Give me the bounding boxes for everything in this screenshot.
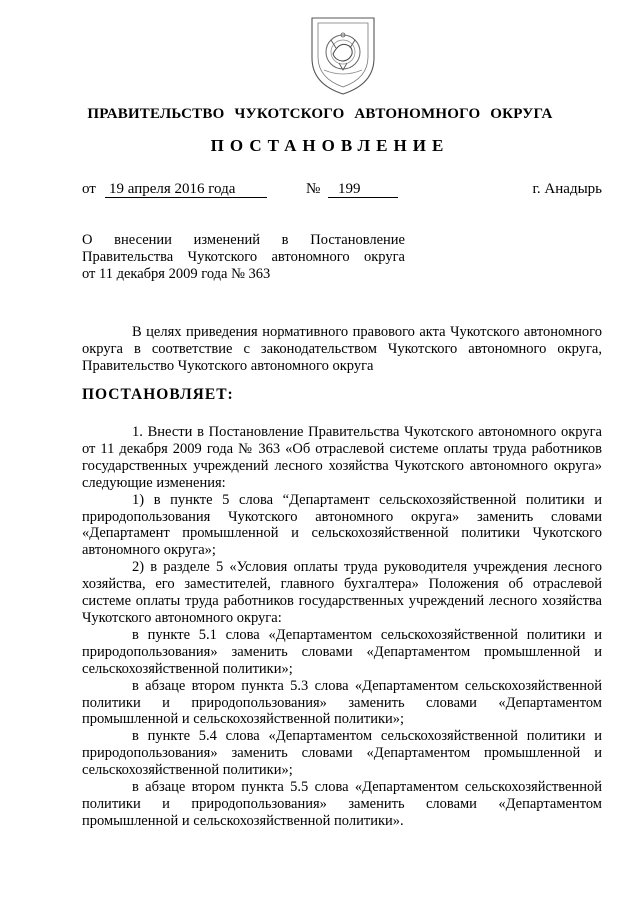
document-body xyxy=(82,424,602,830)
number-sign: № xyxy=(306,181,321,197)
preamble-content: В целях приведения нормативного правового акта Чукотского автономного округа в соответствие с законодательством Чукотского автономного округа, Правительство Чукотского автономного округа xyxy=(82,324,602,374)
body-paragraph: в абзаце втором пункта 5.5 слова «Департаментом сельскохозяйственной политики и природопользования» заменить словами «Департаментом промышленной и сельскохозяйственной политики». xyxy=(82,779,602,829)
date-number-line xyxy=(82,181,602,201)
resolves-heading: ПОСТАНОВЛЯЕТ: xyxy=(82,386,234,403)
body-paragraph: в пункте 5.4 слова «Департаментом сельскохозяйственной политики и природопользования» заменить словами «Департаментом промышленной и сельскохозяйственной политики»; xyxy=(82,728,602,779)
coat-of-arms-icon xyxy=(306,14,380,96)
number-underline xyxy=(328,197,398,198)
subject-line: О внесении изменений в Постановление xyxy=(82,232,405,248)
body-paragraph: в пункте 5.1 слова «Департаментом сельскохозяйственной политики и природопользования» заменить словами «Департаментом промышленной и сельскохозяйственной политики»; xyxy=(82,626,602,677)
body-paragraph: в абзаце втором пункта 5.3 слова «Департаментом сельскохозяйственной политики и природопользования» заменить словами «Департаментом промышленной и сельскохозяйственной политики»; xyxy=(82,677,602,728)
document-type-heading: ПОСТАНОВЛЕНИЕ xyxy=(210,136,450,155)
subject-line: от 11 декабря 2009 года № 363 xyxy=(82,266,271,282)
document-city: г. Анадырь xyxy=(532,181,602,197)
document-number: 199 xyxy=(338,181,361,197)
preamble-text xyxy=(82,324,602,375)
document-subject xyxy=(82,232,405,283)
body-paragraph: 1) в пункте 5 слова “Департамент сельскохозяйственной политики и природопользования Чукотского автономного округа» заменить словами «Департамент промышленной и сельскохозяйственной политики Чукотского автономного округа»; xyxy=(82,491,602,559)
document-date: 19 апреля 2016 года xyxy=(109,181,236,197)
body-paragraph: 1. Внести в Постановление Правительства Чукотского автономного округа от 11 декабря 2009 года № 363 «Об отраслевой системе оплаты труда работников государственных учреждений лесного хозяйства Чукотского автономного округа» следующие изменения: xyxy=(82,424,602,491)
subject-line: Правительства Чукотского автономного округа xyxy=(82,249,405,265)
date-underline xyxy=(105,197,267,198)
body-paragraph: 2) в разделе 5 «Условия оплаты труда руководителя учреждения лесного хозяйства, его заместителей, главного бухгалтера» Положения об отраслевой системе оплаты труда работников государственных учреждений лесного хозяйства Чукотского автономного округа: xyxy=(82,559,602,626)
date-prefix: от xyxy=(82,181,96,197)
government-title: ПРАВИТЕЛЬСТВО ЧУКОТСКОГО АВТОНОМНОГО ОКРУГА xyxy=(87,106,553,122)
